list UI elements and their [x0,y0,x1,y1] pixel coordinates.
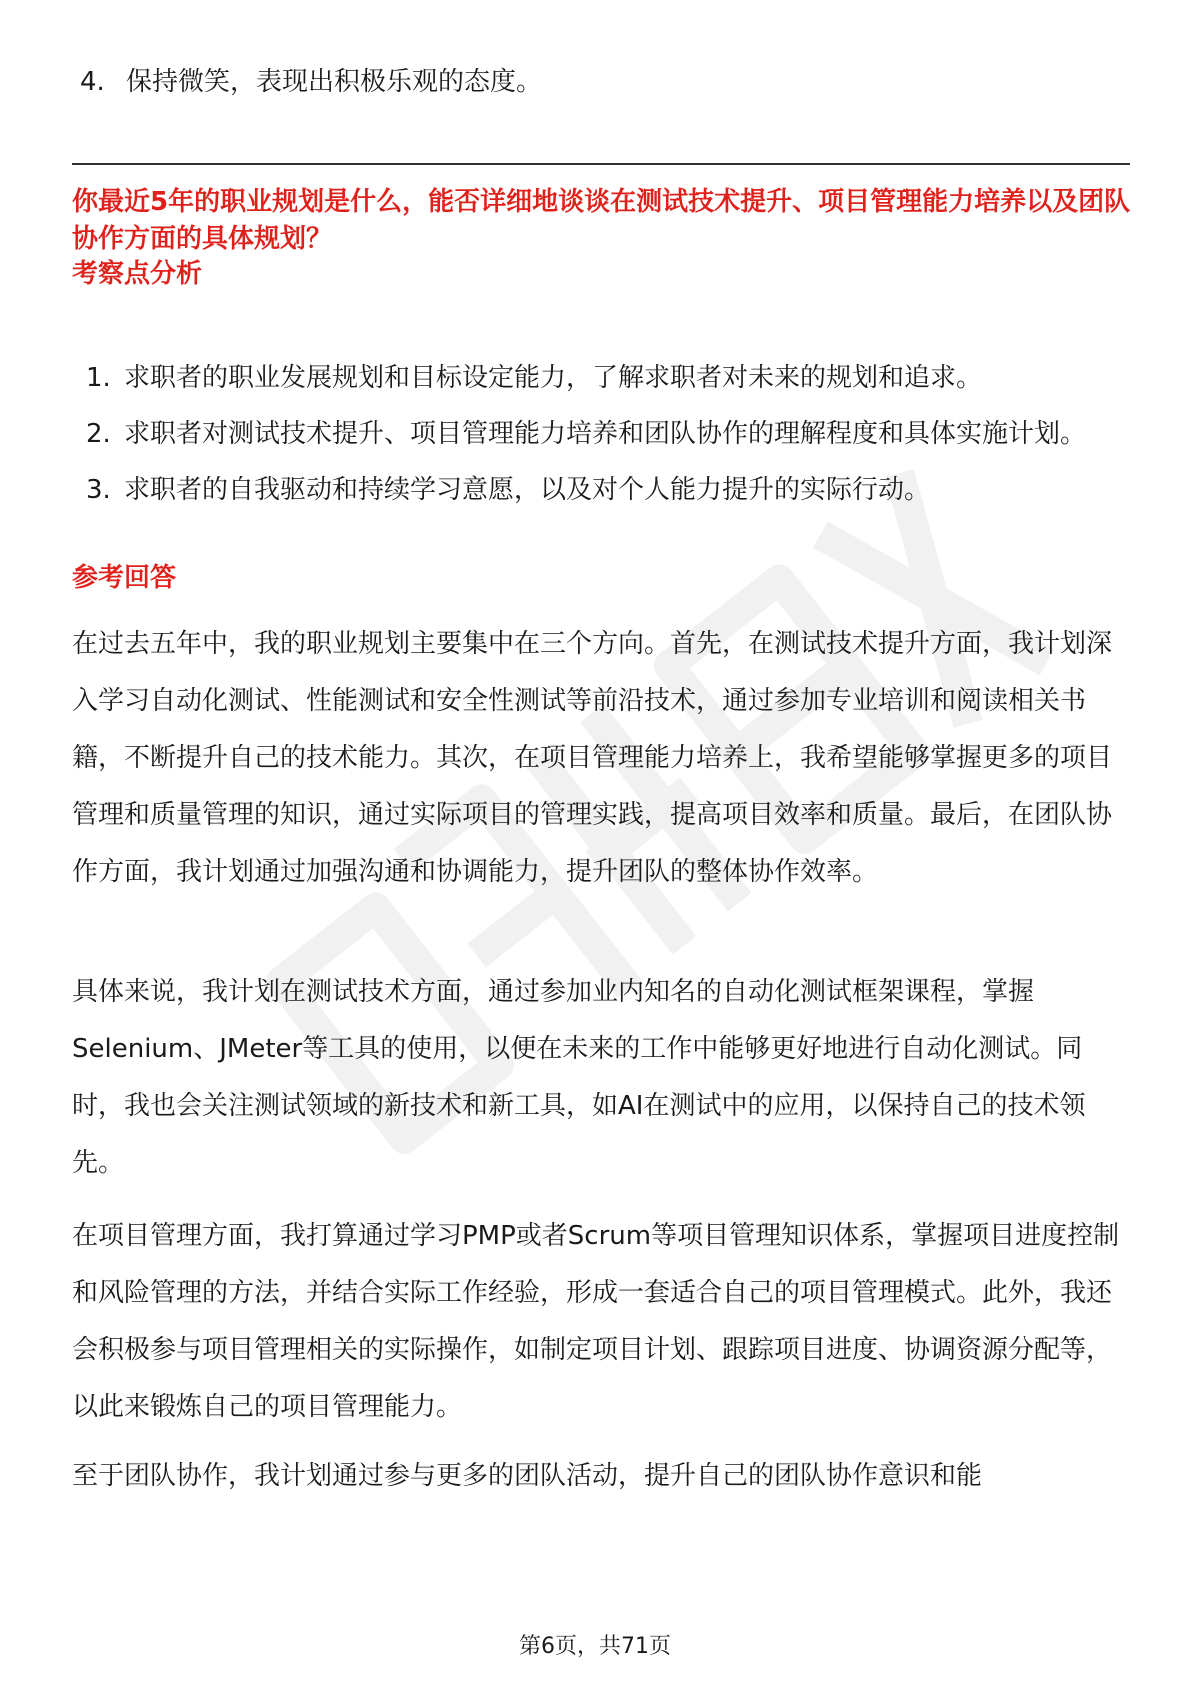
list-item [86,350,1136,406]
section-divider [72,163,1130,165]
list-number: 1. [86,363,111,393]
answer-paragraph: 至于团队协作，我计划通过参与更多的团队活动，提升自己的团队协作意识和能 [72,1461,983,1491]
previous-list-item [80,64,542,100]
list-number: 3. [86,475,111,505]
answer-paragraph: 具体来说，我计划在测试技术方面，通过参加业内知名的自动化测试框架课程，掌握Selenium、JMeter等工具的使用，以便在未来的工作中能够更好地进行自动化测试。同时，我也会关注测试领域的新技术和新工具，如AI在测试中的应用，以保持自己的技术领先。 [72,977,1086,1178]
analysis-list [86,350,1136,518]
analysis-heading: 考察点分析 [72,259,203,289]
list-item-text: 保持微笑，表现出积极乐观的态度。 [126,67,543,97]
list-item-text: 求职者的自我驱动和持续学习意愿，以及对个人能力提升的实际行动。 [124,475,931,505]
list-item-text: 求职者的职业发展规划和目标设定能力，了解求职者对未来的规划和追求。 [124,363,983,393]
answer-paragraph: 在项目管理方面，我打算通过学习PMP或者Scrum等项目管理知识体系，掌握项目进度控制和风险管理的方法，并结合实际工作经验，形成一套适合自己的项目管理模式。此外，我还会积极参与项目管理相关的实际操作，如制定项目计划、跟踪项目进度、协调资源分配等，以此来锻炼自己的项目管理能力。 [72,1221,1120,1422]
answer-paragraph: 在过去五年中，我的职业规划主要集中在三个方向。首先，在测试技术提升方面，我计划深入学习自动化测试、性能测试和安全性测试等前沿技术，通过参加专业培训和阅读相关书籍，不断提升自己的技术能力。其次，在项目管理能力培养上，我希望能够掌握更多的项目管理和质量管理的知识，通过实际项目的管理实践，提高项目效率和质量。最后，在团队协作方面，我计划通过加强沟通和协调能力，提升团队的整体协作效率。 [72,629,1113,887]
page-number: 第6页，共71页 [519,1634,671,1659]
list-item-text: 求职者对测试技术提升、项目管理能力培养和团队协作的理解程度和具体实施计划。 [124,419,1087,449]
list-item [86,462,1136,518]
answer-heading: 参考回答 [72,563,177,593]
interview-question: 你最近5年的职业规划是什么，能否详细地谈谈在测试技术提升、项目管理能力培养以及团队协作方面的具体规划？ [72,187,1131,254]
list-item [86,406,1136,462]
list-number: 4. [80,67,105,97]
list-number: 2. [86,419,111,449]
